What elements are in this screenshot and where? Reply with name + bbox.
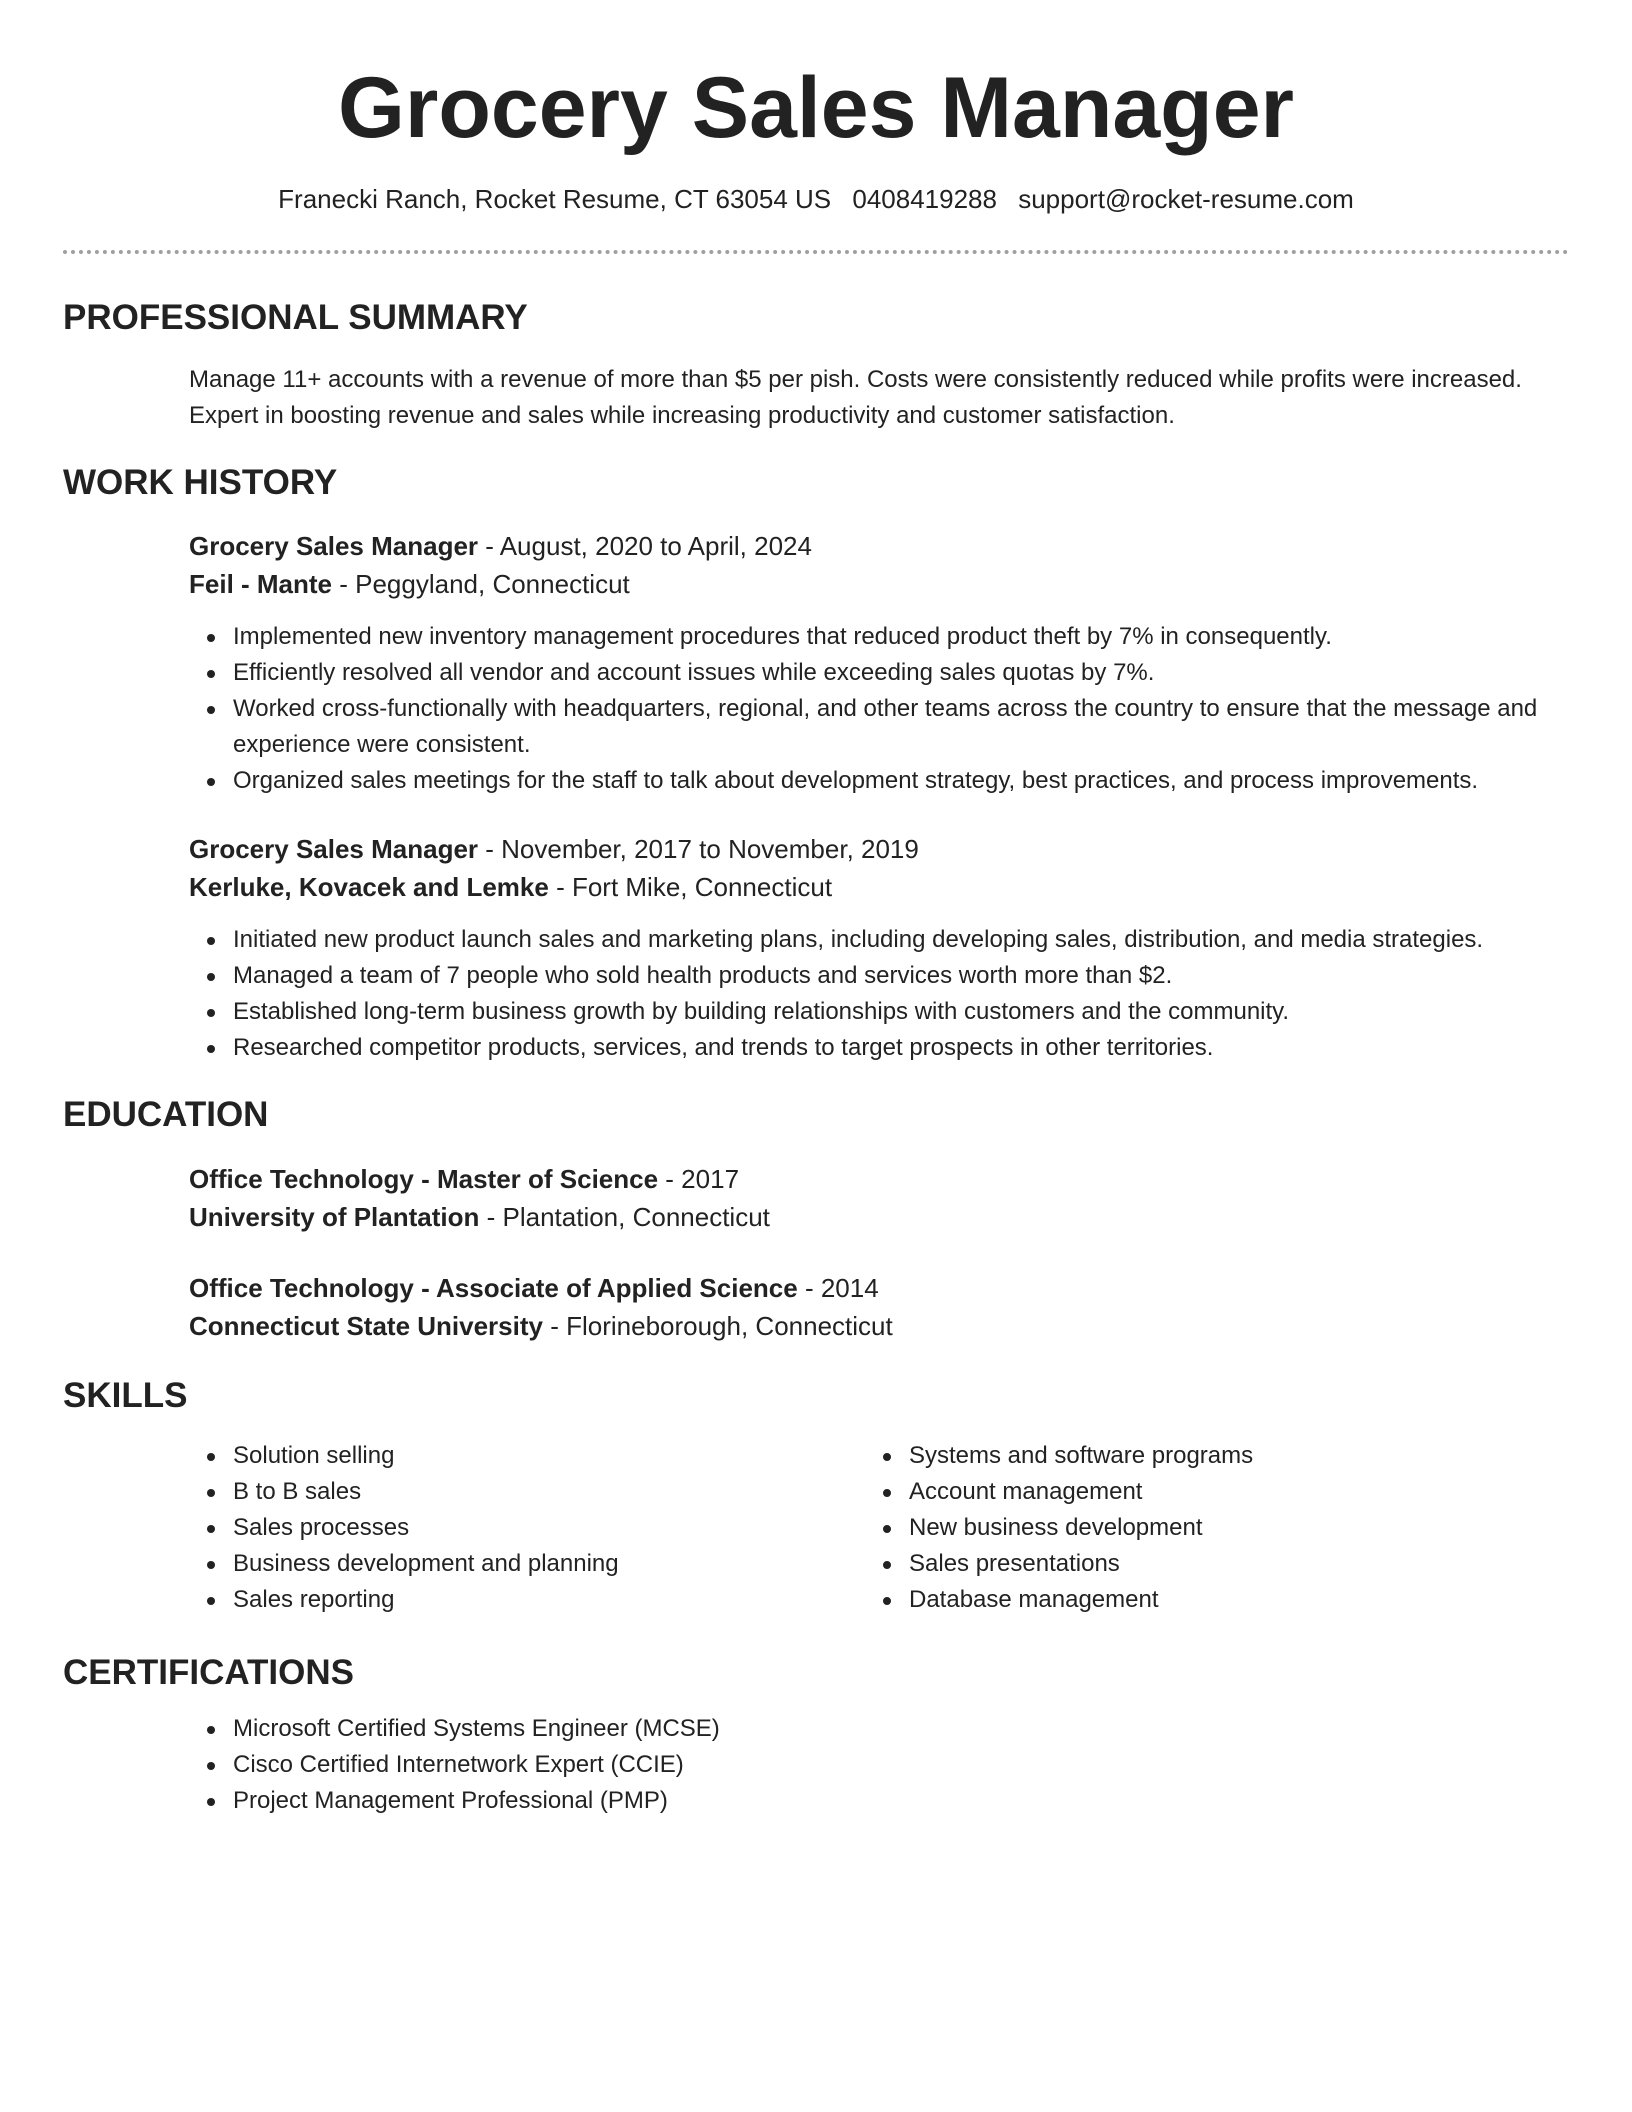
- school: Connecticut State University: [189, 1311, 543, 1341]
- job-company-line: [189, 868, 1549, 906]
- work-history-heading: WORK HISTORY: [63, 463, 338, 502]
- education-heading: EDUCATION: [63, 1095, 269, 1134]
- skills-column-right: [865, 1438, 1505, 1618]
- job-dates: - August, 2020 to April, 2024: [478, 531, 812, 561]
- list-item: Account management: [909, 1474, 1505, 1510]
- job-dates: - November, 2017 to November, 2019: [478, 834, 919, 864]
- skills-heading: SKILLS: [63, 1376, 188, 1415]
- education-entry: [189, 1160, 1549, 1236]
- degree: Office Technology - Master of Science: [189, 1164, 659, 1194]
- contact-phone: 0408419288: [852, 184, 997, 214]
- school-location: - Florineborough, Connecticut: [542, 1311, 893, 1341]
- school: University of Plantation: [189, 1202, 480, 1232]
- list-item: Researched competitor products, services, and trends to target prospects in other territories.: [233, 1030, 1549, 1066]
- job-bullets: [189, 922, 1549, 1066]
- header-divider: [63, 250, 1569, 254]
- skills-list: [865, 1438, 1505, 1618]
- education-entry: [189, 1269, 1549, 1345]
- list-item: Cisco Certified Internetwork Expert (CCIE): [233, 1747, 1549, 1783]
- job-entry: [189, 527, 1549, 799]
- skills-column-left: [189, 1438, 829, 1618]
- list-item: Managed a team of 7 people who sold health products and services worth more than $2.: [233, 958, 1549, 994]
- list-item: Established long-term business growth by building relationships with customers and the community.: [233, 994, 1549, 1030]
- list-item: Systems and software programs: [909, 1438, 1505, 1474]
- certifications-block: [189, 1711, 1549, 1819]
- list-item: Organized sales meetings for the staff to talk about development strategy, best practices, and process improvements.: [233, 763, 1549, 799]
- certifications-list: [189, 1711, 1549, 1819]
- list-item: Microsoft Certified Systems Engineer (MCSE): [233, 1711, 1549, 1747]
- list-item: Sales processes: [233, 1510, 829, 1546]
- degree-line: [189, 1160, 1549, 1198]
- school-line: [189, 1198, 1549, 1236]
- skills-list: [189, 1438, 829, 1618]
- job-title: Grocery Sales Manager: [189, 834, 479, 864]
- degree: Office Technology - Associate of Applied Science: [189, 1273, 798, 1303]
- degree-year: - 2014: [797, 1273, 879, 1303]
- list-item: Implemented new inventory management procedures that reduced product theft by 7% in consequently.: [233, 619, 1549, 655]
- list-item: Sales reporting: [233, 1582, 829, 1618]
- school-location: - Plantation, Connecticut: [479, 1202, 770, 1232]
- certifications-heading: CERTIFICATIONS: [63, 1653, 355, 1692]
- job-entry: [189, 830, 1549, 1066]
- candidate-name: Grocery Sales Manager: [337, 60, 1295, 156]
- list-item: Sales presentations: [909, 1546, 1505, 1582]
- job-title: Grocery Sales Manager: [189, 531, 479, 561]
- list-item: Efficiently resolved all vendor and account issues while exceeding sales quotas by 7%.: [233, 655, 1549, 691]
- list-item: Project Management Professional (PMP): [233, 1783, 1549, 1819]
- job-company-line: [189, 565, 1549, 603]
- list-item: B to B sales: [233, 1474, 829, 1510]
- job-title-line: [189, 527, 1549, 565]
- list-item: Worked cross-functionally with headquarters, regional, and other teams across the country to ensure that the message and experience were consistent.: [233, 691, 1549, 763]
- summary-text: Manage 11+ accounts with a revenue of more than $5 per pish. Costs were consistently reduced while profits were increased. Expert in boosting revenue and sales while increasing productivity and customer satisfaction.: [189, 366, 1522, 429]
- summary-block: [189, 362, 1549, 434]
- summary-heading: PROFESSIONAL SUMMARY: [63, 298, 528, 337]
- job-location: - Fort Mike, Connecticut: [548, 872, 833, 902]
- job-company: Feil - Mante: [189, 569, 333, 599]
- list-item: New business development: [909, 1510, 1505, 1546]
- job-title-line: [189, 830, 1549, 868]
- job-location: - Peggyland, Connecticut: [332, 569, 630, 599]
- job-bullets: [189, 619, 1549, 799]
- list-item: Solution selling: [233, 1438, 829, 1474]
- contact-address: Franecki Ranch, Rocket Resume, CT 63054 US: [278, 184, 832, 214]
- degree-year: - 2017: [658, 1164, 740, 1194]
- contact-line: [0, 182, 1632, 216]
- school-line: [189, 1307, 1549, 1345]
- degree-line: [189, 1269, 1549, 1307]
- contact-email: support@rocket-resume.com: [1018, 184, 1354, 214]
- job-company: Kerluke, Kovacek and Lemke: [189, 872, 549, 902]
- list-item: Business development and planning: [233, 1546, 829, 1582]
- list-item: Initiated new product launch sales and marketing plans, including developing sales, distribution, and media strategies.: [233, 922, 1549, 958]
- list-item: Database management: [909, 1582, 1505, 1618]
